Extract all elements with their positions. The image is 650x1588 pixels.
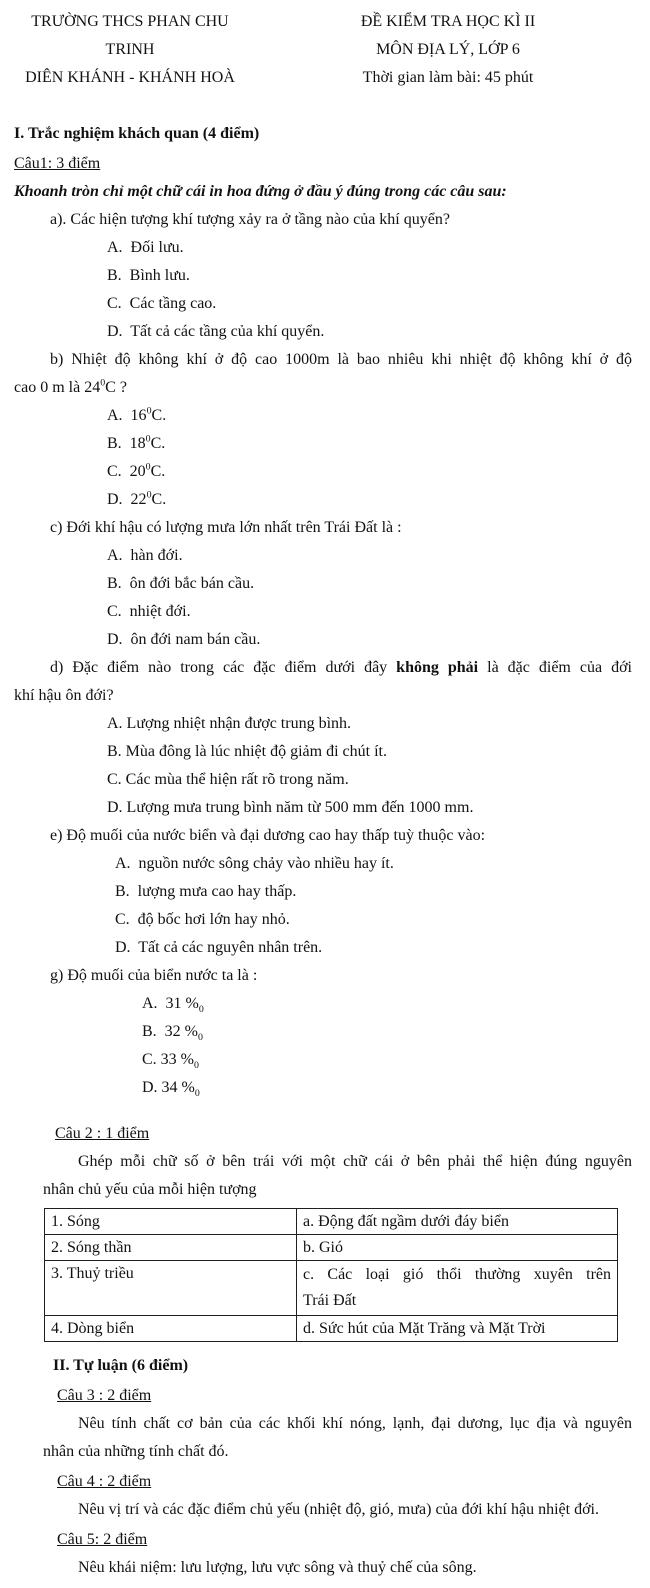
table-cell-left: 4. Dòng biển	[45, 1316, 297, 1342]
section-i-title: I. Trắc nghiệm khách quan (4 điểm)	[14, 125, 260, 142]
question-c-option-a: A. hàn đới.	[107, 547, 183, 564]
question-a-option-d: D. Tất cả các tầng của khí quyển.	[107, 323, 325, 340]
cau5-heading: Câu 5: 2 điểm	[57, 1531, 148, 1548]
cau2-intro-line2: nhân chủ yếu của mỗi hiện tượng	[43, 1181, 257, 1198]
question-e-option-d: D. Tất cả các nguyên nhân trên.	[115, 939, 323, 956]
question-d-option-d: D. Lượng mưa trung bình năm từ 500 mm đến 1000 mm.	[107, 799, 474, 816]
table-cell-left: 1. Sóng	[45, 1209, 297, 1235]
exam-info	[298, 8, 598, 92]
question-d-option-b: B. Mùa đông là lúc nhiệt độ giảm đi chút ít.	[107, 743, 387, 760]
question-b-option-c: C. $20^0C$.	[107, 461, 166, 480]
question-d-option-a: A. Lượng nhiệt nhận được trung bình.	[107, 715, 352, 732]
cau3-text-line2: nhân của những tính chất đó.	[43, 1443, 229, 1460]
cau3-heading: Câu 3 : 2 điểm	[57, 1387, 152, 1404]
question-a-option-a: A. Đối lưu.	[107, 239, 184, 256]
question-c-option-b: B. ôn đới bắc bán cầu.	[107, 575, 255, 592]
school-name: TRƯỜNG THCS PHAN CHU TRINH	[31, 13, 229, 58]
question-c: c) Đới khí hậu có lượng mưa lớn nhất trên Trái Đất là :	[50, 519, 402, 536]
cau5-text: Nêu khái niệm: lưu lượng, lưu vực sông và thuỷ chế của sông.	[78, 1559, 477, 1576]
question-g: g) Độ muối của biển nước ta là :	[50, 967, 258, 984]
table-cell-right: c. Các loại gió thổi thường xuyên trên Trái Đất	[297, 1261, 618, 1316]
school-location: DIÊN KHÁNH - KHÁNH HOÀ	[25, 69, 235, 86]
document-header	[14, 8, 632, 92]
question-g-option-b: B. 32 $\%_0$	[142, 1023, 203, 1044]
exam-subject: MÔN ĐỊA LÝ, LỚP 6	[376, 41, 520, 58]
question-d-option-c: C. Các mùa thể hiện rất rõ trong năm.	[107, 771, 349, 788]
table-cell-left: 2. Sóng thần	[45, 1235, 297, 1261]
question-g-option-d: D. 34 $\%_0$	[142, 1079, 200, 1100]
question-d-line1: d) Đặc điểm nào trong các đặc điểm dưới đây không phải là đặc điểm của đới	[50, 659, 632, 676]
question-e: e) Độ muối của nước biển và đại dương cao hay thấp tuỳ thuộc vào:	[50, 827, 486, 844]
question-g-option-a: A. 31 $\%_0$	[142, 995, 204, 1016]
matching-table	[44, 1208, 618, 1342]
question-b-option-a: A. $16^0C$.	[107, 405, 167, 424]
table-cell-right: b. Gió	[297, 1235, 618, 1261]
exam-title: ĐỀ KIỂM TRA HỌC KÌ II	[360, 13, 536, 30]
table-row	[45, 1209, 618, 1235]
question-e-option-b: B. lượng mưa cao hay thấp.	[115, 883, 297, 900]
cau4-text: Nêu vị trí và các đặc điểm chủ yếu (nhiệt độ, gió, mưa) của đới khí hậu nhiệt đới.	[78, 1501, 599, 1518]
cau2-intro-line1: Ghép mỗi chữ số ở bên trái với một chữ cái ở bên phải thể hiện đúng nguyên	[78, 1153, 632, 1170]
question-b-option-d: D. $22^0C$.	[107, 489, 167, 508]
cau1-instruction: Khoanh tròn chỉ một chữ cái in hoa đứng ở đầu ý đúng trong các câu sau:	[14, 183, 507, 200]
section-ii-title: II. Tự luận (6 điểm)	[53, 1357, 189, 1374]
cau2-block	[43, 1120, 632, 1582]
school-info	[14, 8, 246, 92]
question-a-option-b: B. Bình lưu.	[107, 267, 190, 284]
question-a: a). Các hiện tượng khí tượng xảy ra ở tầng nào của khí quyển?	[50, 211, 450, 228]
table-row	[45, 1316, 618, 1342]
question-b-line1: b) Nhiệt độ không khí ở độ cao 1000m là bao nhiêu khi nhiệt độ không khí ở độ	[50, 351, 632, 368]
cau1-heading: Câu1: 3 điểm	[14, 155, 101, 172]
table-cell-right: d. Sức hút của Mặt Trăng và Mặt Trời	[297, 1316, 618, 1342]
question-e-option-a: A. nguồn nước sông chảy vào nhiều hay ít.	[115, 855, 394, 872]
table-cell-left: 3. Thuỷ triều	[45, 1261, 297, 1316]
question-g-option-c: C. 33 $\%_0$	[142, 1051, 199, 1072]
exam-duration: Thời gian làm bài: 45 phút	[362, 69, 534, 86]
question-d-emphasis: không phải	[396, 659, 479, 676]
question-c-option-c: C. nhiệt đới.	[107, 603, 191, 620]
cau3-text-line1: Nêu tính chất cơ bản của các khối khí nóng, lạnh, đại dương, lục địa và nguyên	[78, 1415, 632, 1432]
table-row	[45, 1235, 618, 1261]
question-c-option-d: D. ôn đới nam bán cầu.	[107, 631, 261, 648]
question-d-line2: khí hậu ôn đới?	[14, 687, 114, 704]
question-b-option-b: B. $18^0C$.	[107, 433, 166, 452]
cau4-heading: Câu 4 : 2 điểm	[57, 1473, 152, 1490]
question-a-option-c: C. Các tầng cao.	[107, 295, 217, 312]
question-e-option-c: C. độ bốc hơi lớn hay nhỏ.	[115, 911, 290, 928]
question-b-line2: cao 0 m là $24^0C$ ?	[14, 377, 127, 396]
table-row	[45, 1261, 618, 1316]
cau2-heading: Câu 2 : 1 điểm	[55, 1125, 150, 1142]
table-cell-right: a. Động đất ngầm dưới đáy biển	[297, 1209, 618, 1235]
